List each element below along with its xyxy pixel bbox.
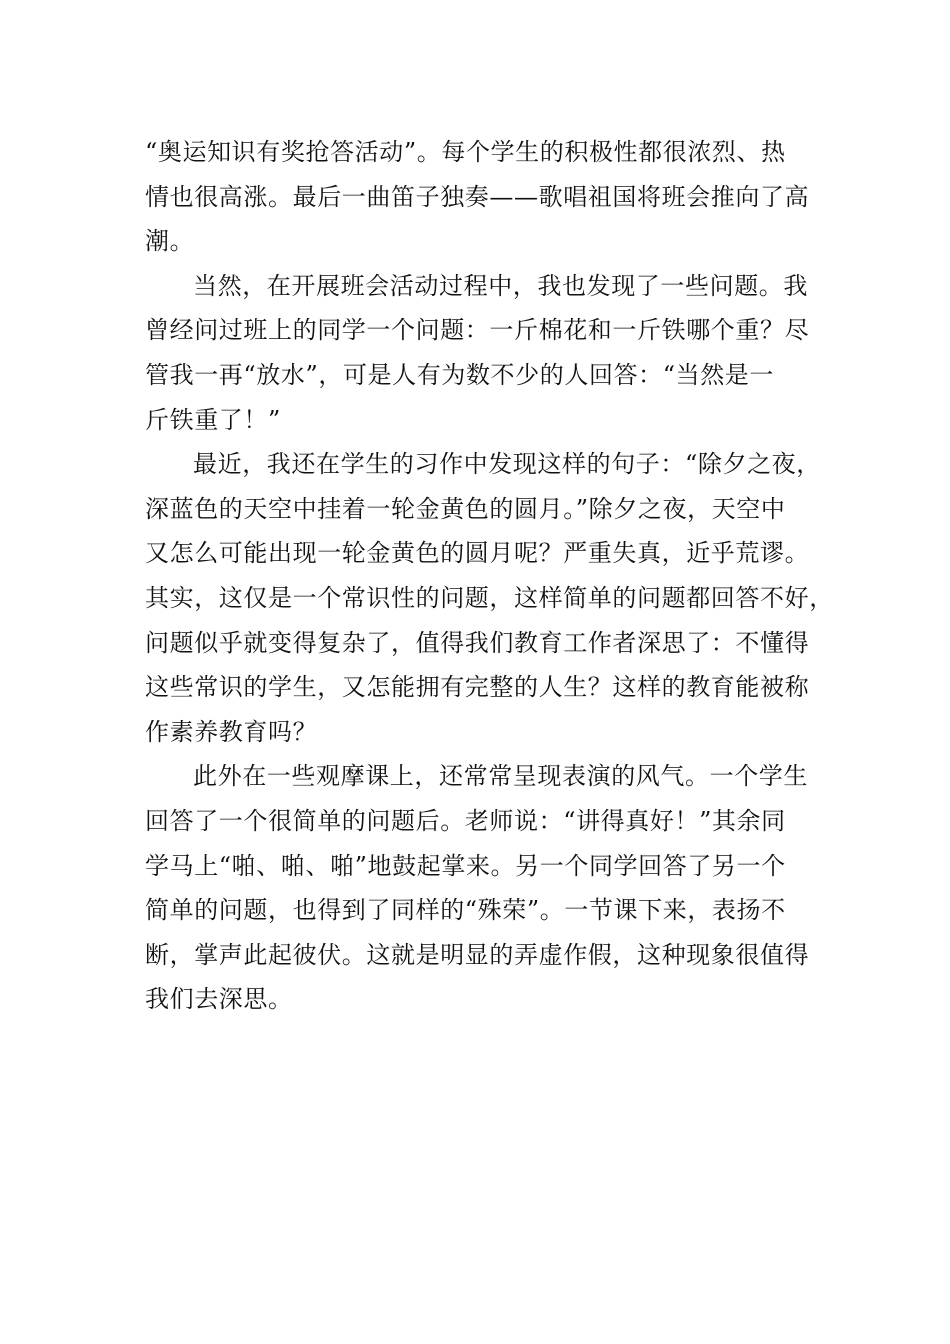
paragraph-line: 简单的问题，也得到了同样的“殊荣”。一节课下来，表扬不 (145, 896, 786, 925)
paragraph-line: 深蓝色的天空中挂着一轮金黄色的圆月。”除夕之夜，天空中 (145, 494, 786, 523)
paragraph-line: 当然，在开展班会活动过程中，我也发现了一些问题。我 (193, 271, 808, 300)
paragraph-line: 问题似乎就变得复杂了，值得我们教育工作者深思了：不懂得 (145, 628, 810, 657)
paragraph-2 (145, 264, 810, 442)
paragraph-line: 此外在一些观摩课上，还常常呈现表演的风气。一个学生 (193, 762, 808, 791)
paragraph-line: 其实，这仅是一个常识性的问题，这样简单的问题都回答不好， (145, 583, 834, 612)
paragraph-line: 我们去深思。 (145, 985, 293, 1014)
paragraph-1 (145, 130, 810, 264)
paragraph-line: 作素养教育吗？ (145, 717, 318, 746)
paragraph-line: 最近，我还在学生的习作中发现这样的句子：“除夕之夜， (193, 450, 821, 479)
paragraph-line: 学马上“啪、啪、啪”地鼓起掌来。另一个同学回答了另一个 (145, 851, 786, 880)
paragraph-line: 曾经问过班上的同学一个问题：一斤棉花和一斤铁哪个重？尽 (145, 316, 810, 345)
paragraph-line: 斤铁重了！” (145, 405, 281, 434)
paragraph-line: 管我一再“放水”，可是人有为数不少的人回答：“当然是一 (145, 360, 775, 389)
paragraph-line: 又怎么可能出现一轮金黄色的圆月呢？严重失真，近乎荒谬。 (145, 539, 810, 568)
paragraph-line: 潮。 (145, 227, 195, 256)
document-body (145, 130, 834, 1022)
paragraph-4 (145, 754, 810, 1022)
paragraph-3 (145, 442, 834, 754)
paragraph-line: “奥运知识有奖抢答活动”。每个学生的积极性都很浓烈、热 (145, 138, 786, 166)
paragraph-line: 这些常识的学生，又怎能拥有完整的人生？这样的教育能被称 (145, 673, 810, 702)
paragraph-line: 断，掌声此起彼伏。这就是明显的弄虚作假，这种现象很值得 (145, 940, 810, 969)
paragraph-line: 情也很高涨。最后一曲笛子独奏——歌唱祖国将班会推向了高 (145, 182, 810, 211)
paragraph-line: 回答了一个很简单的问题后。老师说：“讲得真好！”其余同 (145, 806, 786, 835)
